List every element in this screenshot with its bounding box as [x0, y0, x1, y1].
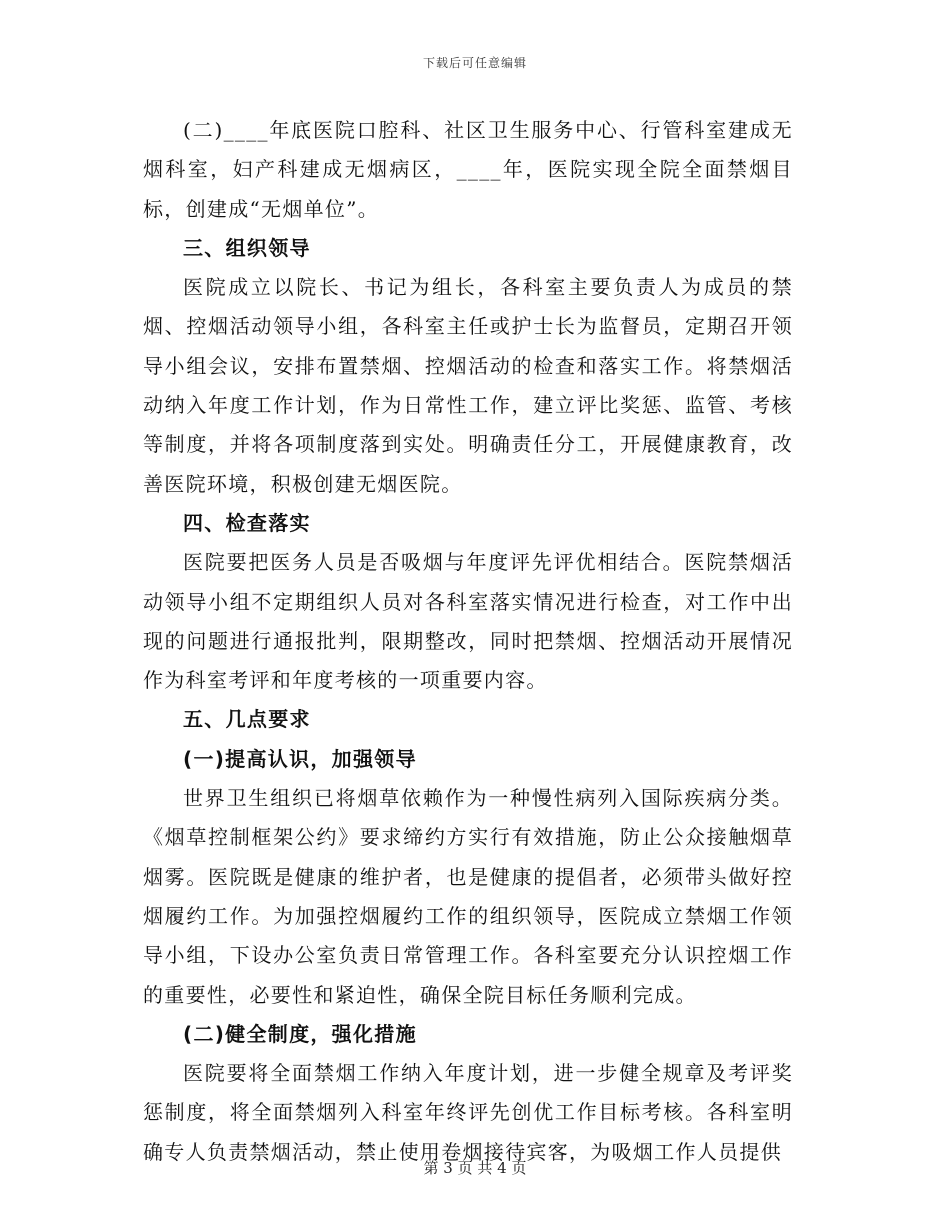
section-heading-organization: 三、组织领导 [183, 235, 311, 260]
document-body [143, 111, 793, 1172]
section-heading-inspection: 四、检查落实 [183, 510, 311, 535]
page-number-footer: 第 3 页 共 4 页 [423, 1159, 527, 1177]
paragraph-rules: 医院要将全面禁烟工作纳入年度计划，进一步健全规章及考评奖惩制度，将全面禁烟列入科室年终评先创优工作目标考核。各科室明确专人负责禁烟活动，禁止使用卷烟接待宾客，为吸烟工作人员提供 [143, 1061, 793, 1164]
subsection-heading-awareness: (一)提高认识，加强领导 [183, 746, 417, 771]
paragraph-goal-two: (二)____年底医院口腔科、社区卫生服务中心、行管科室建成无烟科室，妇产科建成无烟病区，____年，医院实现全院全面禁烟目标，创建成“无烟单位”。 [143, 118, 793, 221]
subsection-heading-rules: (二)健全制度，强化措施 [183, 1021, 417, 1046]
paragraph-awareness: 世界卫生组织已将烟草依赖作为一种慢性病列入国际疾病分类。《烟草控制框架公约》要求缔约方实行有效措施，防止公众接触烟草烟雾。医院既是健康的维护者，也是健康的提倡者，必须带头做好控烟履约工作。为加强控烟履约工作的组织领导，医院成立禁烟工作领导小组，下设办公室负责日常管理工作。各科室要充分认识控烟工作的重要性，必要性和紧迫性，确保全院目标任务顺利完成。 [143, 786, 793, 1007]
section-heading-requirements: 五、几点要求 [183, 707, 311, 732]
page-header: 下载后可任意编辑 [422, 56, 527, 70]
paragraph-inspection: 医院要把医务人员是否吸烟与年度评先评优相结合。医院禁烟活动领导小组不定期组织人员对各科室落实情况进行检查，对工作中出现的问题进行通报批判，限期整改，同时把禁烟、控烟活动开展情况作为科室考评和年度考核的一项重要内容。 [143, 550, 793, 693]
paragraph-organization: 医院成立以院长、书记为组长，各科室主要负责人为成员的禁烟、控烟活动领导小组，各科室主任或护士长为监督员，定期召开领导小组会议，安排布置禁烟、控烟活动的检查和落实工作。将禁烟活动纳入年度工作计划，作为日常性工作，建立评比奖惩、监管、考核等制度，并将各项制度落到实处。明确责任分工，开展健康教育，改善医院环境，积极创建无烟医院。 [143, 275, 793, 496]
